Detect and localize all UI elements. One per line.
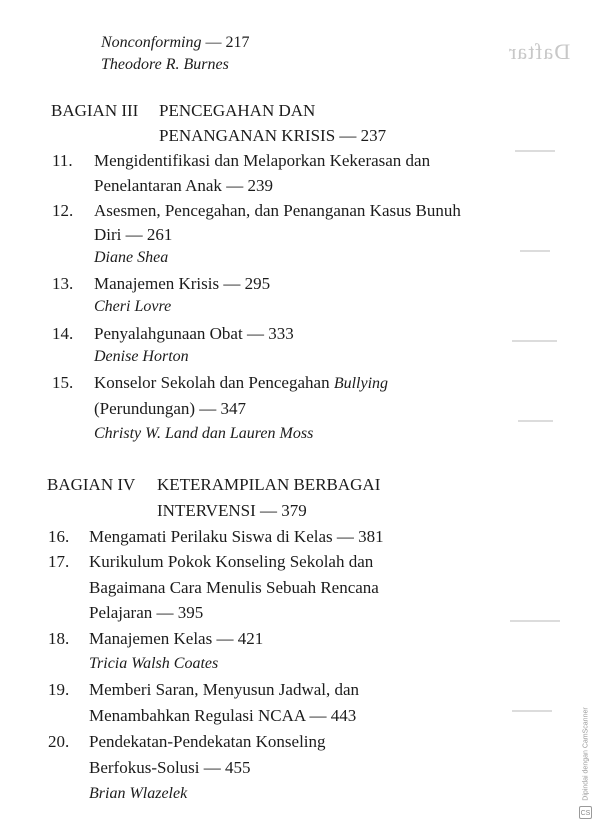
chapter-number: 17. [48,552,70,571]
watermark-text: Dipindai dengan CamScanner [582,707,590,801]
chapter-author: Christy W. Land dan Lauren Moss [94,425,314,442]
chapter-title: Pendekatan-Pendekatan Konseling [89,732,326,751]
page-number: 395 [177,603,204,622]
show-through-mark [515,150,555,152]
scanner-watermark [575,688,597,820]
chapter-number: 16. [48,527,70,546]
chapter-number: 14. [52,324,74,343]
chapter-title: Manajemen Krisis — 295 [94,274,271,293]
chapter-number: 15. [52,373,74,392]
part-label: BAGIAN III [51,101,139,120]
page-number: 217 [225,34,250,51]
chapter-title: Memberi Saran, Menyusun Jadwal, dan [89,680,360,699]
page-number: 333 [268,324,294,343]
page-number: 455 [225,758,251,777]
part-label: BAGIAN IV [47,475,136,494]
chapter-title: Asesmen, Pencegahan, dan Penanganan Kasus Bunuh [94,201,461,220]
chapter-number: 11. [52,151,73,170]
prev-chapter-title-line [101,33,249,53]
page-number: 239 [247,176,273,195]
chapter-title-line3: Pelajaran — 395 [89,603,204,622]
part-title-line2: INTERVENSI — 379 [157,501,307,520]
chapter-title: Mengidentifikasi dan Melaporkan Kekerasan dan [94,151,431,170]
page-number: 295 [244,274,271,293]
chapter-title-line2: Menambahkan Regulasi NCAA — 443 [89,706,357,725]
chapter-number: 18. [48,629,70,648]
show-through-mark [512,340,557,342]
chapter-title-line2: Penelantaran Anak — 239 [94,176,273,195]
page-number: 443 [330,706,357,725]
page-number: 347 [220,399,247,418]
show-through-mark [510,620,560,622]
chapter-author: Cheri Lovre [94,298,172,315]
chapter-number: 12. [52,201,74,220]
chapter-number: 13. [52,274,74,293]
chapter-title: Manajemen Kelas — 421 [89,629,264,648]
chapter-title-line2: Berfokus-Solusi — 455 [89,758,251,777]
page-number: 421 [237,629,264,648]
chapter-number: 20. [48,732,70,751]
show-through-mark [512,710,552,712]
page-number: 381 [358,527,384,546]
part-title: PENCEGAHAN DAN [159,101,316,120]
show-through-mark [518,420,553,422]
camscanner-icon: CS [579,806,592,819]
page-number: 261 [146,225,173,244]
chapter-author: Tricia Walsh Coates [89,655,219,672]
part-title-line2: PENANGANAN KRISIS — 237 [159,126,387,145]
prev-chapter-author: Theodore R. Burnes [101,56,229,73]
chapter-number: 19. [48,680,70,699]
part-title: KETERAMPILAN BERBAGAI [157,475,381,494]
page-number: 379 [281,501,307,520]
chapter-title-italic: Bullying [333,375,389,392]
chapter-title: Kurikulum Pokok Konseling Sekolah dan [89,552,374,571]
chapter-author: Diane Shea [94,249,169,266]
chapter-author: Brian Wlazelek [89,785,188,802]
chapter-title: Konselor Sekolah dan Pencegahan Bullying [94,373,389,392]
chapter-title-line2: (Perundungan) — 347 [94,399,247,418]
prev-chapter-title: Nonconforming [101,34,202,51]
dash: — [205,34,222,51]
chapter-author: Denise Horton [94,348,189,365]
show-through-heading: Daftar [508,39,571,64]
chapter-title: Mengamati Perilaku Siswa di Kelas — 381 [89,527,384,546]
chapter-title-line2: Bagaimana Cara Menulis Sebuah Rencana [89,578,379,597]
chapter-title: Penyalahgunaan Obat — 333 [94,324,294,343]
show-through-mark [520,250,550,252]
chapter-title-line2: Diri — 261 [94,225,173,244]
page-number: 237 [360,126,387,145]
